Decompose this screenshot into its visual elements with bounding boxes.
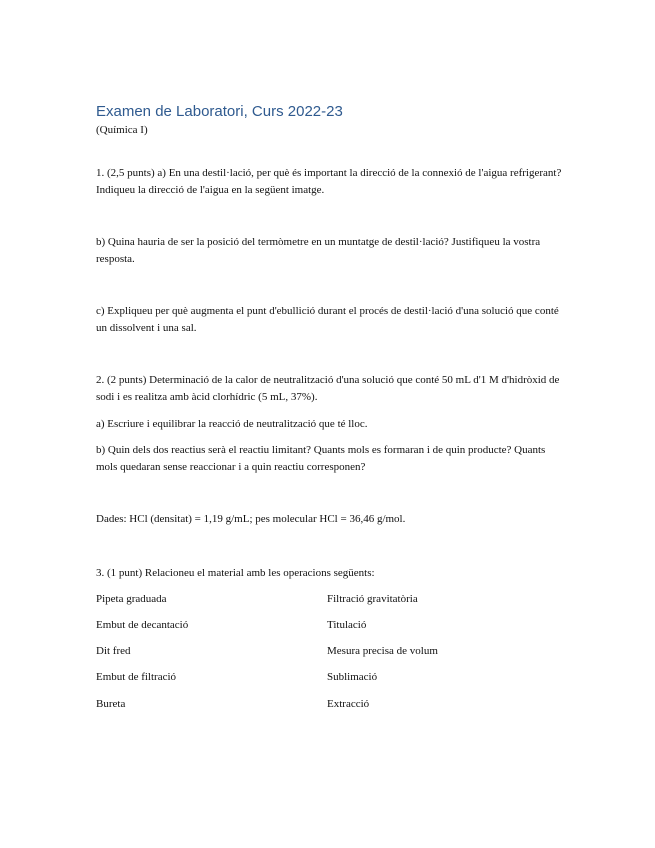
- question-1c: c) Expliqueu per què augmenta el punt d'ebullició durant el procés de destil·lació d'una solució que conté un dissolvent i una sal.: [96, 305, 559, 334]
- question-2b: b) Quin dels dos reactius serà el reactiu limitant? Quants mols es formaran i de quin producte? Quants mols quedaran sense reaccionar i a quin reactiu corresponen?: [96, 444, 546, 473]
- question-2-data: Dades: HCl (densitat) = 1,19 g/mL; pes molecular HCl = 36,46 g/mol.: [96, 513, 406, 525]
- operation-item: Sublimació: [327, 671, 378, 683]
- question-2-intro: 2. (2 punts) Determinació de la calor de neutralització d'una solució que conté 50 mL d'1 M d'hidròxid de sodi i es realitza amb àcid clorhídric (5 mL, 37%).: [96, 374, 560, 403]
- question-1b: b) Quina hauria de ser la posició del termòmetre en un muntatge de destil·lació? Justifiqueu la vostra resposta.: [96, 236, 541, 265]
- question-3-intro: 3. (1 punt) Relacioneu el material amb les operacions següents:: [96, 567, 375, 579]
- operation-item: Extracció: [327, 698, 370, 710]
- question-1a: 1. (2,5 punts) a) En una destil·lació, per què és important la direcció de la connexió de l'aigua refrigerant? Indiqueu la direcció de l'aigua en la següent imatge.: [96, 167, 562, 196]
- operation-item: Filtració gravitatòria: [327, 593, 418, 605]
- exam-subtitle: (Química I): [96, 124, 148, 136]
- material-item: Pipeta graduada: [96, 593, 167, 605]
- operation-item: Titulació: [327, 619, 367, 631]
- exam-title: Examen de Laboratori, Curs 2022-23: [96, 103, 343, 120]
- material-item: Dit fred: [96, 645, 131, 657]
- operation-item: Mesura precisa de volum: [327, 645, 438, 657]
- material-item: Embut de filtració: [96, 671, 177, 683]
- material-item: Embut de decantació: [96, 619, 189, 631]
- question-2a: a) Escriure i equilibrar la reacció de neutralització que té lloc.: [96, 418, 368, 430]
- material-item: Bureta: [96, 698, 126, 710]
